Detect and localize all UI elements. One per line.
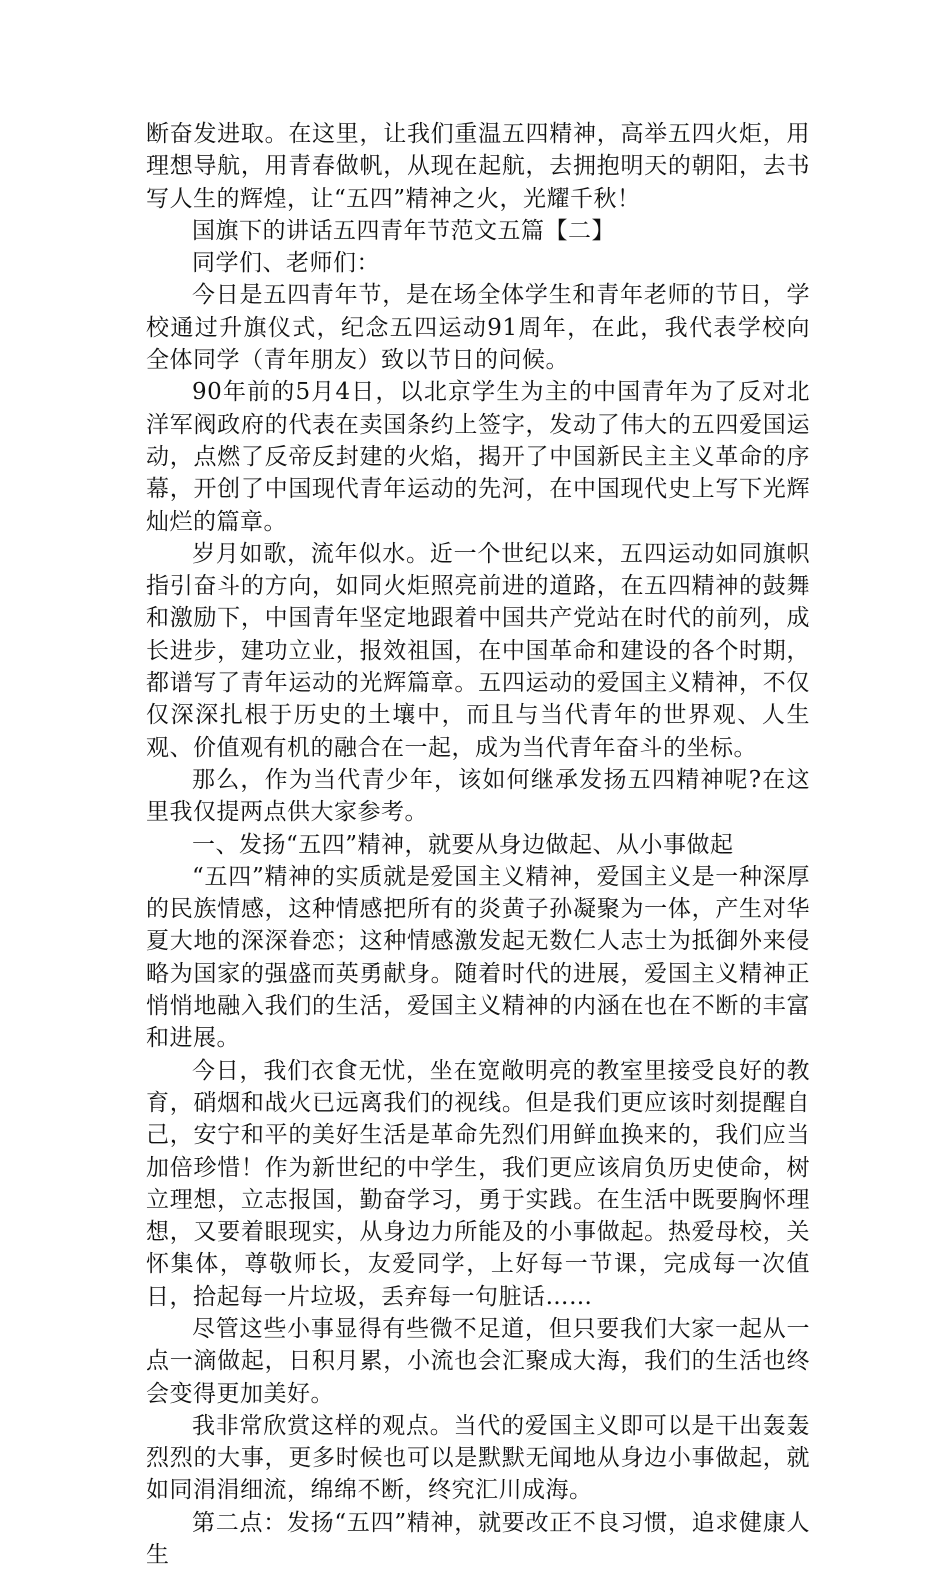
paragraph: 那么，作为当代青少年，该如何继承发扬五四精神呢?在这里我仅提两点供大家参考。 — [146, 766, 810, 826]
paragraph: 断奋发进取。在这里，让我们重温五四精神，高举五四火炬，用理想导航，用青春做帆，从现在起航，去拥抱明天的朝阳，去书写人生的辉煌，让“五四”精神之火，光耀千秋！ — [146, 121, 810, 212]
document-body — [146, 118, 810, 1571]
paragraph: 今日，我们衣食无忧，坐在宽敞明亮的教室里接受良好的教育，硝烟和战火已远离我们的视线。但是我们更应该时刻提醒自己，安宁和平的美好生活是革命先烈们用鲜血换来的，我们应当加倍珍惜！作为新世纪的中学生，我们更应该肩负历史使命，树立理想，立志报国，勤奋学习，勇于实践。在生活中既要胸怀理想，又要着眼现实，从身边力所能及的小事做起。热爱母校，关怀集体，尊敬师长，友爱同学，上好每一节课，完成每一次值日，拾起每一片垃圾，丢弃每一句脏话…… — [146, 1057, 810, 1310]
section-heading: 国旗下的讲话五四青年节范文五篇【二】 — [192, 217, 615, 244]
paragraph: 90年前的5月4日，以北京学生为主的中国青年为了反对北洋军阀政府的代表在卖国条约上签字，发动了伟大的五四爱国运动，点燃了反帝反封建的火焰，揭开了中国新民主主义革命的序幕，开创了中国现代青年运动的先河，在中国现代史上写下光辉灿烂的篇章。 — [146, 379, 810, 535]
paragraph: “五四”精神的实质就是爱国主义精神，爱国主义是一种深厚的民族情感，这种情感把所有的炎黄子孙凝聚为一体，产生对华夏大地的深深眷恋；这种情感激发起无数仁人志士为抵御外来侵略为国家的强盛而英勇献身。随着时代的进展，爱国主义精神正悄悄地融入我们的生活，爱国主义精神的内涵在也在不断的丰富和进展。 — [146, 863, 810, 1052]
point-heading: 一、发扬“五四”精神，就要从身边做起、从小事做起 — [192, 831, 734, 858]
salutation: 同学们、老师们： — [192, 250, 380, 277]
point-heading: 第二点：发扬“五四”精神，就要改正不良习惯，追求健康人生 — [146, 1509, 810, 1569]
paragraph: 岁月如歌，流年似水。近一个世纪以来，五四运动如同旗帜指引奋斗的方向，如同火炬照亮前进的道路，在五四精神的鼓舞和激励下，中国青年坚定地跟着中国共产党站在时代的前列，成长进步，建功立业，报效祖国，在中国革命和建设的各个时期，都谱写了青年运动的光辉篇章。五四运动的爱国主义精神，不仅仅深深扎根于历史的土壤中，而且与当代青年的世界观、人生观、价值观有机的融合在一起，成为当代青年奋斗的坐标。 — [146, 540, 810, 761]
paragraph: 我非常欣赏这样的观点。当代的爱国主义即可以是干出轰轰烈烈的大事，更多时候也可以是默默无闻地从身边小事做起，就如同涓涓细流，绵绵不断，终究汇川成海。 — [146, 1412, 810, 1504]
paragraph: 今日是五四青年节，是在场全体学生和青年老师的节日，学校通过升旗仪式，纪念五四运动91周年，在此，我代表学校向全体同学（青年朋友）致以节日的问候。 — [146, 282, 810, 374]
paragraph: 尽管这些小事显得有些微不足道，但只要我们大家一起从一点一滴做起，日积月累，小流也会汇聚成大海，我们的生活也终会变得更加美好。 — [146, 1315, 810, 1407]
